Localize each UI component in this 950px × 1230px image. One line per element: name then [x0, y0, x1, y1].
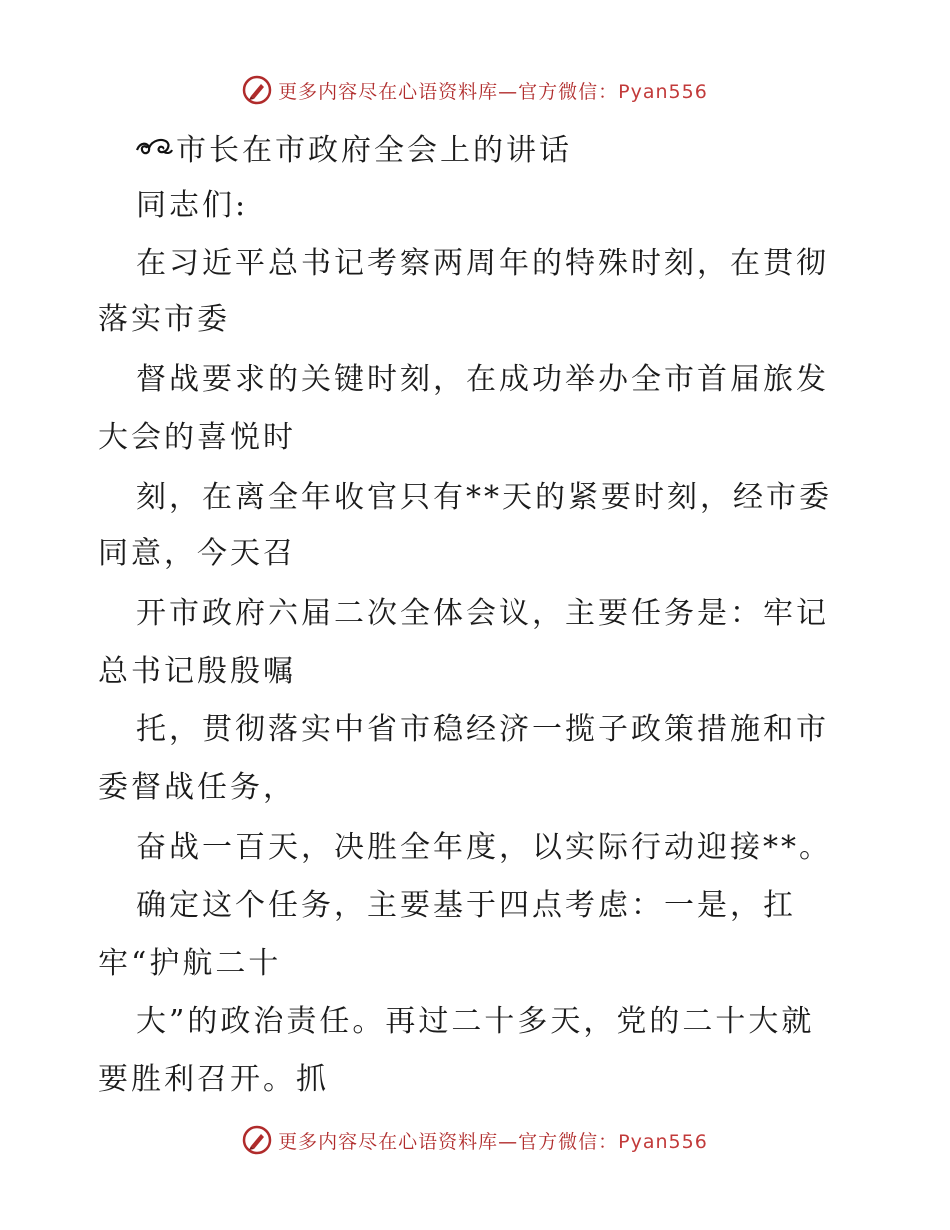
paragraph-line: 落实市委 [98, 302, 230, 337]
document-title: 市长在市政府全会上的讲话 [176, 133, 572, 168]
banner-text: 更多内容尽在心语资料库—官方微信：Pyan556 [278, 1130, 708, 1153]
paragraph-line: 总书记殷殷嘱 [98, 654, 296, 689]
salutation: 同志们: [136, 188, 249, 223]
header-banner [0, 70, 950, 110]
paragraph-line: 刻，在离全年收官只有**天的紧要时刻，经市委 [136, 480, 832, 515]
footer-banner [0, 1120, 950, 1160]
paragraph-line: 奋战一百天，决胜全年度，以实际行动迎接**。 [136, 830, 832, 865]
paragraph-line: 同意，今天召 [98, 536, 296, 571]
document-title-row [134, 127, 572, 167]
paragraph-line: 委督战任务， [98, 770, 296, 805]
paragraph-line: 牢“护航二十 [98, 946, 282, 981]
banner-text: 更多内容尽在心语资料库—官方微信：Pyan556 [278, 80, 708, 103]
paragraph-line: 托，贯彻落实中省市稳经济一揽子政策措施和市 [136, 712, 829, 747]
paragraph-line: 督战要求的关键时刻，在成功举办全市首届旅发 [136, 362, 829, 397]
pen-logo-icon [242, 1125, 272, 1155]
paragraph-line: 开市政府六届二次全体会议，主要任务是：牢记 [136, 596, 829, 631]
paragraph-line: 在习近平总书记考察两周年的特殊时刻，在贯彻 [136, 246, 829, 281]
paragraph-line: 大”的政治责任。再过二十多天，党的二十大就 [136, 1004, 815, 1039]
pen-logo-icon [242, 75, 272, 105]
paragraph-line: 确定这个任务，主要基于四点考虑：一是，扛 [136, 888, 796, 923]
wechat-id: Pyan556 [618, 80, 708, 103]
paragraph-line: 大会的喜悦时 [98, 420, 296, 455]
flourish-icon [134, 134, 174, 160]
wechat-id: Pyan556 [618, 1130, 708, 1153]
paragraph-line: 要胜利召开。抓 [98, 1062, 329, 1097]
